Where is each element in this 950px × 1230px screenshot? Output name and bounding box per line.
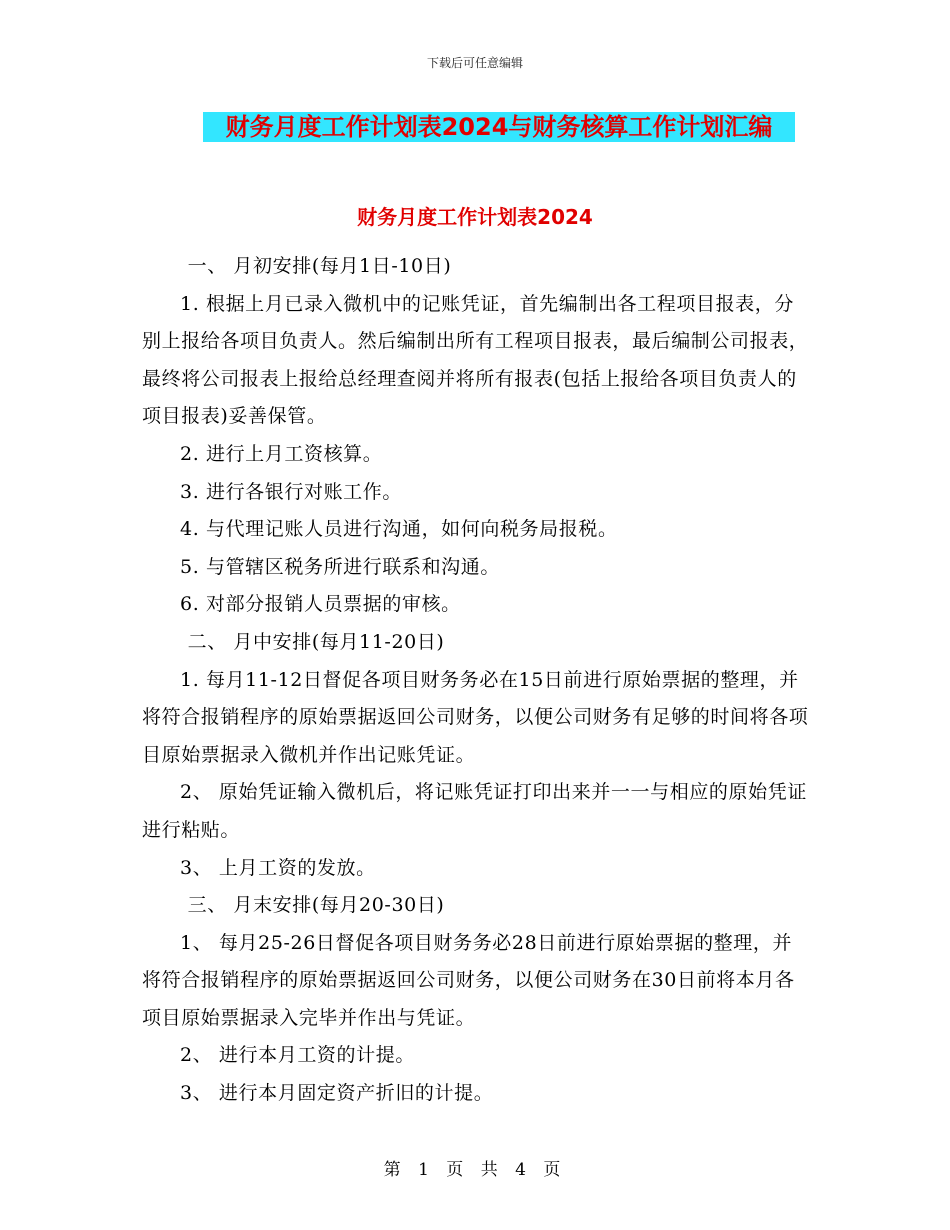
list-item: 4. 与代理记账人员进行沟通，如何向税务局报税。 (180, 518, 618, 541)
list-item: 1. 每月11-12日督促各项目财务务必在15日前进行原始票据的整理，并将符合报销程序的原始票据返回公司财务，以便公司财务有足够的时间将各项目原始票据录入微机并作出记账凭证。 (142, 668, 809, 766)
header-note: 下载后可任意编辑 (426, 56, 523, 70)
section-heading: 一、 月初安排(每月1日-10日) (187, 255, 452, 277)
section-heading: 二、 月中安排(每月11-20日) (187, 630, 445, 653)
list-item: 6. 对部分报销人员票据的审核。 (180, 593, 461, 616)
list-item: 3、 进行本月固定资产折旧的计提。 (180, 1082, 494, 1105)
list-item: 1. 根据上月已录入微机中的记账凭证，首先编制出各工程项目报表，分别上报给各项目负责人。然后编制出所有工程项目报表，最后编制公司报表，最终将公司报表上报给总经理查阅并将所有报表(包括上报给各项目负责人的项目报表)妥善保管。 (142, 292, 809, 428)
list-item: 3. 进行各银行对账工作。 (180, 480, 402, 503)
list-item: 3、 上月工资的发放。 (180, 856, 376, 879)
section-title: 财务月度工作计划表2024 (357, 205, 593, 229)
document-title: 财务月度工作计划表2024与财务核算工作计划汇编 (203, 112, 795, 142)
section-heading: 三、 月末安排(每月20-30日) (187, 894, 445, 917)
list-item: 2、 原始凭证输入微机后，将记账凭证打印出来并一一与相应的原始凭证进行粘贴。 (142, 781, 807, 841)
list-item: 5. 与管辖区税务所进行联系和沟通。 (180, 555, 500, 578)
list-item: 2. 进行上月工资核算。 (180, 442, 383, 465)
document-body (142, 248, 810, 1113)
page-footer: 第 1 页 共 4 页 (383, 1160, 567, 1180)
list-item: 1、 每月25-26日督促各项目财务务必28日前进行原始票据的整理，并将符合报销程序的原始票据返回公司财务，以便公司财务在30日前将本月各项目原始票据录入完毕并作出与凭证。 (142, 931, 795, 1029)
list-item: 2、 进行本月工资的计提。 (180, 1044, 415, 1067)
